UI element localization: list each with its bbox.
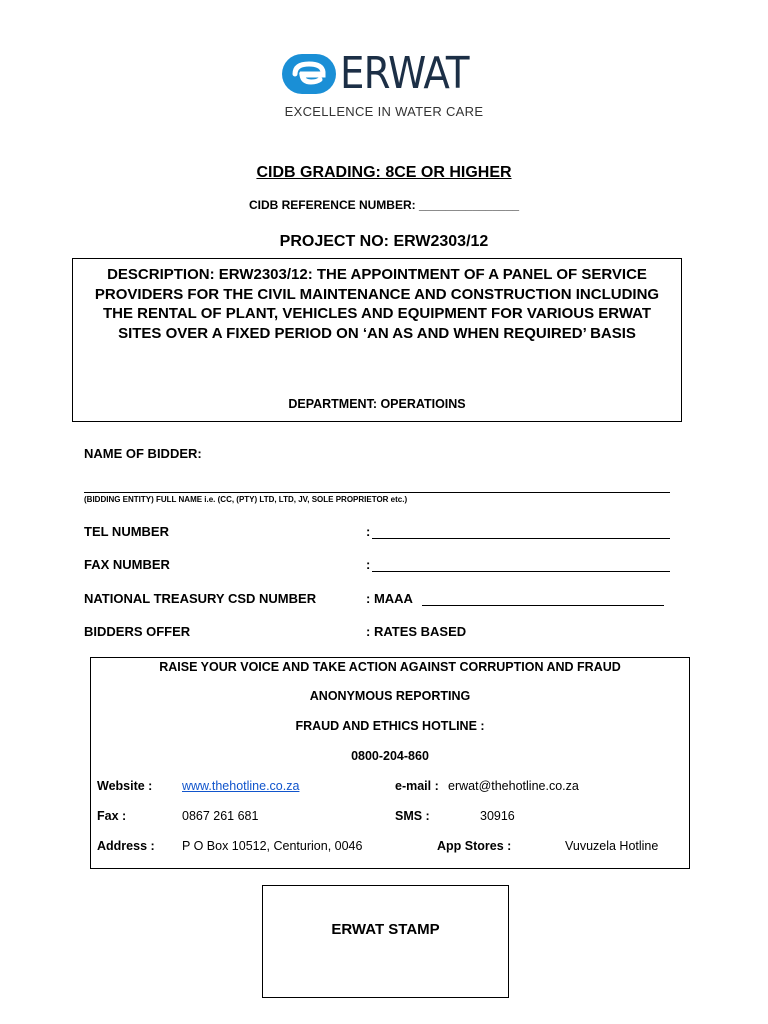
cidb-reference-number: CIDB REFERENCE NUMBER: _______________ <box>248 198 520 212</box>
stamp-label: ERWAT STAMP <box>331 921 440 938</box>
sms-label: SMS : <box>395 809 430 823</box>
description-box <box>72 258 682 422</box>
erwat-logo-icon <box>282 54 336 94</box>
app-stores-label: App Stores : <box>437 839 512 853</box>
bidder-name-label: NAME OF BIDDER: <box>84 446 202 461</box>
brand-tagline: EXCELLENCE IN WATER CARE <box>284 104 484 119</box>
tel-number-line[interactable] <box>372 538 670 539</box>
app-stores-value: Vuvuzela Hotline <box>565 839 659 853</box>
address-value: P O Box 10512, Centurion, 0046 <box>182 839 363 853</box>
csd-number-prefix: : MAAA <box>366 591 413 606</box>
fax-number-label: FAX NUMBER <box>84 557 170 572</box>
fax-label: Fax : <box>97 809 127 823</box>
logo <box>0 48 768 99</box>
fax-number-separator: : <box>366 557 371 572</box>
cidb-grading: CIDB GRADING: 8CE OR HIGHER <box>256 164 512 181</box>
tel-number-label: TEL NUMBER <box>84 524 169 539</box>
fax-number-line[interactable] <box>372 571 670 572</box>
csd-number-line[interactable] <box>422 605 664 606</box>
stamp-box <box>262 885 509 998</box>
hotline-number: 0800-204-860 <box>351 749 429 763</box>
website-link[interactable]: www.thehotline.co.za <box>182 779 300 793</box>
fax-value: 0867 261 681 <box>182 809 259 823</box>
department: DEPARTMENT: OPERATIOINS <box>288 397 466 411</box>
bidder-name-note: (BIDDING ENTITY) FULL NAME i.e. (CC, (PTY) LTD, LTD, JV, SOLE PROPRIETOR etc.) <box>84 495 408 504</box>
bidders-offer-label: BIDDERS OFFER <box>84 624 191 639</box>
project-number: PROJECT NO: ERW2303/12 <box>279 233 489 250</box>
email-value: erwat@thehotline.co.za <box>448 779 579 793</box>
bidders-offer-value: : RATES BASED <box>366 624 467 639</box>
project-description: DESCRIPTION: ERW2303/12: THE APPOINTMENT OF A PANEL OF SERVICE PROVIDERS FOR THE CIVIL MAINTENANCE AND CONSTRUCTION INCLUDING THE RENTAL OF PLANT, VEHICLES AND EQUIPMENT FOR VARIOUS ERWAT SITES OVER A FIXED PERIOD ON ‘AN AS AND WHEN REQUIRED’ BASIS <box>94 266 660 342</box>
hotline-heading: FRAUD AND ETHICS HOTLINE : <box>295 719 485 733</box>
tel-number-separator: : <box>366 524 371 539</box>
bidder-name-line[interactable] <box>84 492 670 493</box>
brand-name: ERWAT <box>339 48 469 99</box>
fraud-reporting-box <box>90 657 690 869</box>
csd-number-label: NATIONAL TREASURY CSD NUMBER <box>84 591 317 606</box>
address-label: Address : <box>97 839 155 853</box>
website-label: Website : <box>97 779 153 793</box>
anonymous-reporting-heading: ANONYMOUS REPORTING <box>309 689 471 703</box>
anti-corruption-heading: RAISE YOUR VOICE AND TAKE ACTION AGAINST CORRUPTION AND FRAUD <box>159 660 621 674</box>
sms-value: 30916 <box>480 809 515 823</box>
email-label: e-mail : <box>395 779 439 793</box>
